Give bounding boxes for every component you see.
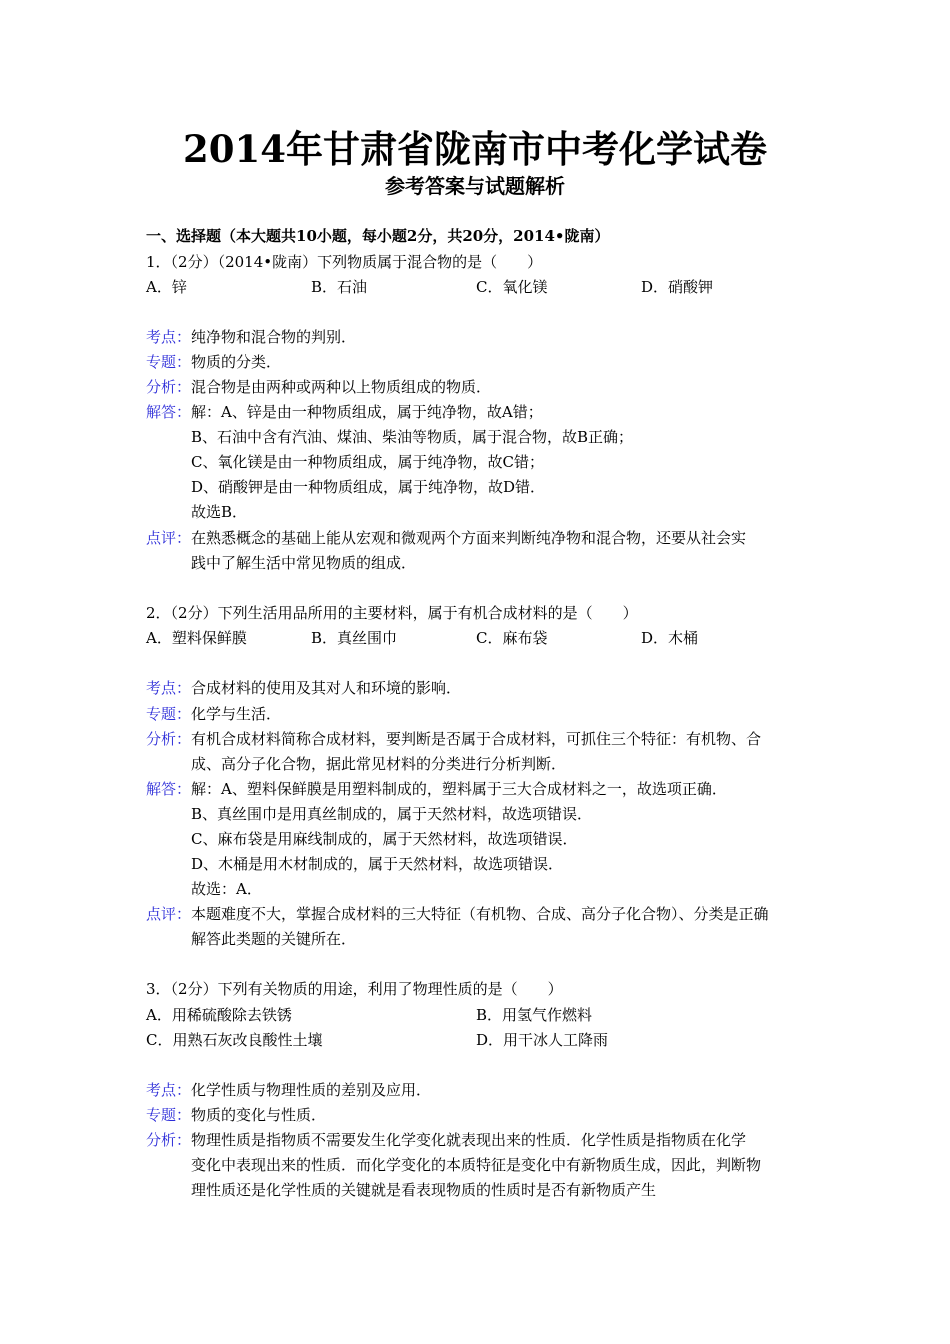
question-2-jieda-line: C、麻布袋是用麻线制成的，属于天然材料，故选项错误．: [191, 830, 578, 848]
zhuanti-text: 物质的分类．: [191, 353, 282, 371]
question-1-jieda-line: 故选B．: [191, 503, 248, 521]
fenxi-text: 混合物是由两种或两种以上物质组成的物质．: [191, 378, 492, 396]
question-2-stem: 2．（2分）下列生活用品所用的主要材料，属于有机合成材料的是（ ）: [146, 604, 638, 622]
question-1-fenxi: 分析：混合物是由两种或两种以上物质组成的物质．: [146, 378, 492, 396]
question-2-jieda-line: D、木桶是用木材制成的，属于天然材料，故选项错误．: [191, 855, 564, 873]
jieda-text: 解：A、锌是由一种物质组成，属于纯净物，故A错；: [191, 403, 543, 421]
question-1-jieda-line: B、石油中含有汽油、煤油、柴油等物质，属于混合物，故B正确；: [191, 428, 634, 446]
dianping-label: 点评: [146, 905, 177, 923]
question-1-dianping: 点评：在熟悉概念的基础上能从宏观和微观两个方面来判断纯净物和混合物，还要从社会实: [146, 529, 747, 547]
question-2-jieda-line: 故选：A．: [191, 880, 262, 898]
question-3-stem: 3．（2分）下列有关物质的用途，利用了物理性质的是（ ）: [146, 980, 563, 998]
question-3-fenxi-line: 变化中表现出来的性质．而化学变化的本质特征是变化中有新物质生成，因此，判断物: [191, 1156, 762, 1174]
jieda-text: 解：A、塑料保鲜膜是用塑料制成的，塑料属于三大合成材料之一，故选项正确．: [191, 780, 727, 798]
zhuanti-label: 专题: [146, 353, 177, 371]
question-2-fenxi: 分析：有机合成材料简称合成材料，要判断是否属于合成材料，可抓住三个特征：有机物、合: [146, 730, 762, 748]
jieda-label: 解答: [146, 780, 177, 798]
question-3-option-c: C．用熟石灰改良酸性土壤: [146, 1031, 323, 1049]
question-3-option-d: D．用干冰人工降雨: [476, 1031, 609, 1049]
fenxi-text: 有机合成材料简称合成材料，要判断是否属于合成材料，可抓住三个特征：有机物、合: [191, 730, 762, 748]
zhuanti-text: 化学与生活．: [191, 705, 282, 723]
question-3-option-b: B．用氢气作燃料: [476, 1006, 593, 1024]
fenxi-text: 物理性质是指物质不需要发生化学变化就表现出来的性质．化学性质是指物质在化学: [191, 1131, 747, 1149]
dianping-text: 本题难度不大，掌握合成材料的三大特征（有机物、合成、高分子化合物）、分类是正确: [191, 905, 769, 923]
jieda-label: 解答: [146, 403, 177, 421]
fenxi-label: 分析: [146, 378, 177, 396]
question-1-option-a: A．锌: [146, 278, 187, 296]
question-2-option-a: A．塑料保鲜膜: [146, 629, 247, 647]
fenxi-label: 分析: [146, 1131, 177, 1149]
kaodian-label: 考点: [146, 328, 177, 346]
kaodian-text: 化学性质与物理性质的差别及应用．: [191, 1081, 432, 1099]
question-3-fenxi-line: 理性质还是化学性质的关键就是看表现物质的性质时是否有新物质产生: [191, 1181, 657, 1199]
question-1-option-c: C．氧化镁: [476, 278, 548, 296]
section-title: 一、选择题（本大题共10小题，每小题2分，共20分，2014•陇南）: [146, 227, 610, 245]
question-1-option-b: B．石油: [311, 278, 368, 296]
question-3-kaodian: 考点：化学性质与物理性质的差别及应用．: [146, 1081, 432, 1099]
question-2-option-c: C．麻布袋: [476, 629, 548, 647]
kaodian-text: 纯净物和混合物的判别．: [191, 328, 357, 346]
question-3-fenxi: 分析：物理性质是指物质不需要发生化学变化就表现出来的性质．化学性质是指物质在化学: [146, 1131, 747, 1149]
question-2-option-b: B．真丝围巾: [311, 629, 398, 647]
question-2-fenxi-line: 成、高分子化合物，据此常见材料的分类进行分析判断．: [191, 755, 567, 773]
question-2-jieda: 解答：解：A、塑料保鲜膜是用塑料制成的，塑料属于三大合成材料之一，故选项正确．: [146, 780, 727, 798]
question-2-dianping-line: 解答此类题的关键所在．: [191, 930, 357, 948]
question-1-option-d: D．硝酸钾: [641, 278, 714, 296]
zhuanti-label: 专题: [146, 1106, 177, 1124]
zhuanti-text: 物质的变化与性质．: [191, 1106, 327, 1124]
question-2-jieda-line: B、真丝围巾是用真丝制成的，属于天然材料，故选项错误．: [191, 805, 593, 823]
kaodian-text: 合成材料的使用及其对人和环境的影响．: [191, 679, 462, 697]
question-1-jieda: 解答：解：A、锌是由一种物质组成，属于纯净物，故A错；: [146, 403, 543, 421]
question-2-option-d: D．木桶: [641, 629, 699, 647]
kaodian-label: 考点: [146, 1081, 177, 1099]
dianping-label: 点评: [146, 529, 177, 547]
dianping-text: 在熟悉概念的基础上能从宏观和微观两个方面来判断纯净物和混合物，还要从社会实: [191, 529, 747, 547]
kaodian-label: 考点: [146, 679, 177, 697]
question-2-kaodian: 考点：合成材料的使用及其对人和环境的影响．: [146, 679, 462, 697]
zhuanti-label: 专题: [146, 705, 177, 723]
question-2-dianping: 点评：本题难度不大，掌握合成材料的三大特征（有机物、合成、高分子化合物）、分类是正确: [146, 905, 769, 923]
fenxi-label: 分析: [146, 730, 177, 748]
question-3-option-a: A．用稀硫酸除去铁锈: [146, 1006, 292, 1024]
question-1-zhuanti: 专题：物质的分类．: [146, 353, 282, 371]
question-1-kaodian: 考点：纯净物和混合物的判别．: [146, 328, 357, 346]
question-1-stem: 1．（2分）（2014•陇南）下列物质属于混合物的是（ ）: [146, 253, 543, 271]
document-title: 2014年甘肃省陇南市中考化学试卷: [183, 127, 767, 171]
question-2-zhuanti: 专题：化学与生活．: [146, 705, 282, 723]
question-1-dianping-line: 践中了解生活中常见物质的组成．: [191, 554, 417, 572]
question-1-jieda-line: C、氧化镁是由一种物质组成，属于纯净物，故C错；: [191, 453, 544, 471]
document-subtitle: 参考答案与试题解析: [385, 174, 565, 198]
question-3-zhuanti: 专题：物质的变化与性质．: [146, 1106, 327, 1124]
question-1-jieda-line: D、硝酸钾是由一种物质组成，属于纯净物，故D错．: [191, 478, 546, 496]
